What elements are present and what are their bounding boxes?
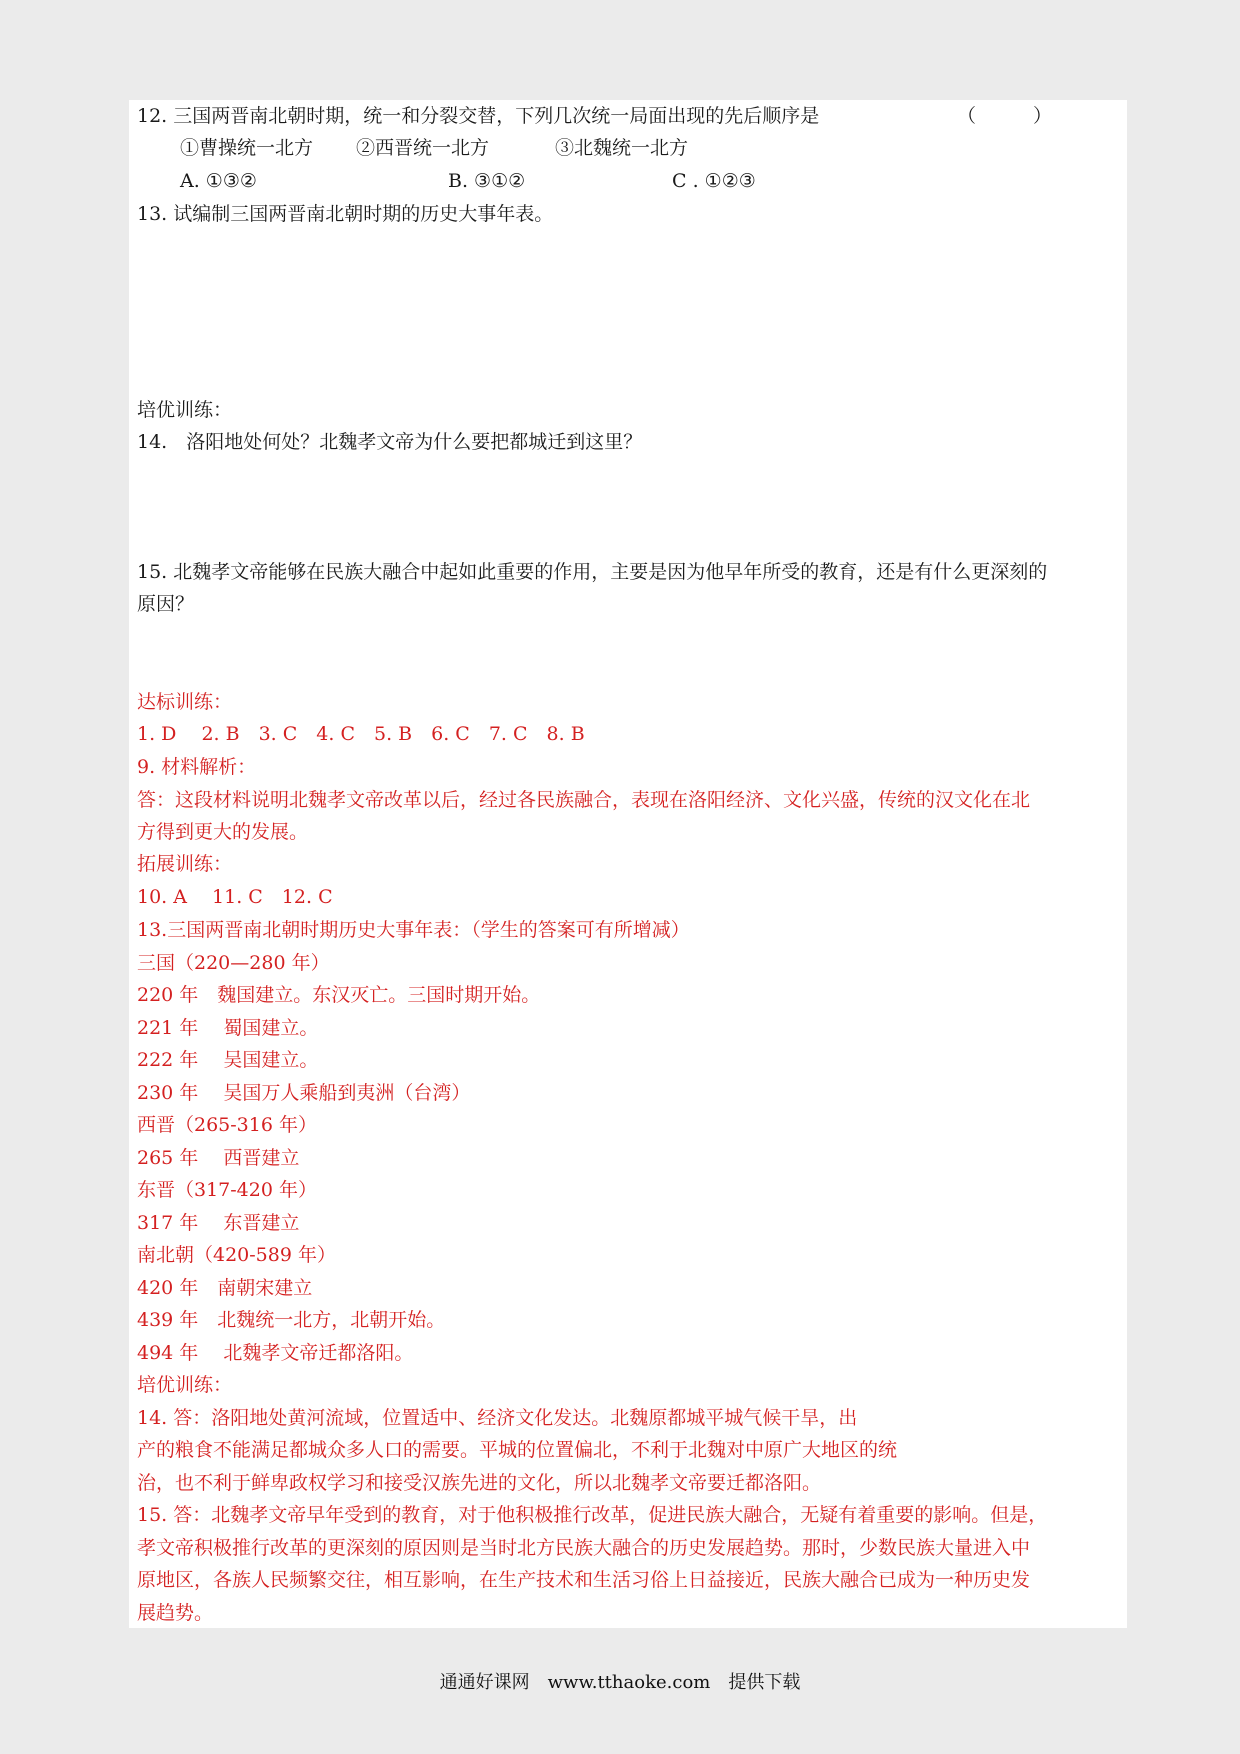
timeline-item: 317 年 东晋建立 [137, 1212, 300, 1234]
timeline-item: 494 年 北魏孝文帝迁都洛阳。 [137, 1342, 414, 1364]
answer-15-line-4: 展趋势。 [137, 1602, 214, 1624]
answer-14-line-2: 产的粮食不能满足都城众多人口的需要。平城的位置偏北，不利于北魏对中原广大地区的统 [137, 1439, 898, 1461]
timeline-item: 420 年 南朝宋建立 [137, 1277, 313, 1299]
answer-15-line-3: 原地区，各族人民频繁交往，相互影响，在生产技术和生活习俗上日益接近，民族大融合已成为一种历史发 [137, 1569, 1031, 1591]
section-heading-peiyou: 培优训练： [137, 399, 233, 421]
timeline-item: 三国（220—280 年） [137, 952, 330, 974]
document-page [129, 100, 1127, 1628]
question-13: 13. 试编制三国两晋南北朝时期的历史大事年表。 [137, 203, 554, 225]
question-12-item-3: ③北魏统一北方 [555, 137, 689, 159]
answer-parenthesis: （ ） [957, 105, 1053, 127]
timeline-item: 221 年 蜀国建立。 [137, 1017, 319, 1039]
answer-heading-dabiao: 达标训练： [137, 691, 233, 713]
timeline-item: 439 年 北魏统一北方，北朝开始。 [137, 1309, 446, 1331]
question-15-line-1: 15. 北魏孝文帝能够在民族大融合中起如此重要的作用，主要是因为他早年所受的教育，还是有什么更深刻的 [137, 561, 1048, 583]
question-12-option-b: B. ③①② [448, 170, 526, 192]
timeline-item: 265 年 西晋建立 [137, 1147, 300, 1169]
answer-dabiao-list: 1. D 2. B 3. C 4. C 5. B 6. C 7. C 8. B [137, 723, 585, 745]
answer-14-line-1: 14. 答：洛阳地处黄河流域，位置适中、经济文化发达。北魏原都城平城气候干旱，出 [137, 1407, 858, 1429]
answer-14-line-3: 治，也不利于鲜卑政权学习和接受汉族先进的文化，所以北魏孝文帝要迁都洛阳。 [137, 1472, 822, 1494]
timeline-item: 230 年 吴国万人乘船到夷洲（台湾） [137, 1082, 471, 1104]
answer-9-heading: 9. 材料解析： [137, 756, 257, 778]
timeline-item: 220 年 魏国建立。东汉灭亡。三国时期开始。 [137, 984, 541, 1006]
timeline-item: 222 年 吴国建立。 [137, 1049, 319, 1071]
answer-13-heading: 13.三国两晋南北朝时期历史大事年表：（学生的答案可有所增减） [137, 919, 690, 941]
answer-9-line-1: 答：这段材料说明北魏孝文帝改革以后，经过各民族融合，表现在洛阳经济、文化兴盛，传统的汉文化在北 [137, 789, 1031, 811]
question-12-option-a: A. ①③② [180, 170, 257, 192]
answer-heading-peiyou: 培优训练： [137, 1374, 233, 1396]
answer-heading-tuozhan: 拓展训练： [137, 853, 233, 875]
page-footer: 通通好课网 www.tthaoke.com 提供下载 [439, 1672, 801, 1693]
answer-9-line-2: 方得到更大的发展。 [137, 821, 309, 843]
timeline-item: 西晋（265-316 年） [137, 1114, 317, 1136]
answer-tuozhan-list: 10. A 11. C 12. C [137, 886, 333, 908]
question-14: 14. 洛阳地处何处？北魏孝文帝为什么要把都城迁到这里？ [137, 431, 643, 453]
question-12-option-c: C . ①②③ [672, 170, 756, 192]
question-12-stem: 12. 三国两晋南北朝时期，统一和分裂交替，下列几次统一局面出现的先后顺序是 （ ） [137, 102, 819, 130]
question-12-item-2: ②西晋统一北方 [356, 137, 490, 159]
answer-15-line-1: 15. 答：北魏孝文帝早年受到的教育，对于他积极推行改革，促进民族大融合，无疑有着重要的影响。但是， [137, 1504, 1048, 1526]
timeline-item: 南北朝（420-589 年） [137, 1244, 336, 1266]
answer-15-line-2: 孝文帝积极推行改革的更深刻的原因则是当时北方民族大融合的历史发展趋势。那时，少数民族大量进入中 [137, 1537, 1031, 1559]
question-15-line-2: 原因？ [137, 593, 195, 615]
question-12-item-1: ①曹操统一北方 [180, 137, 314, 159]
timeline-item: 东晋（317-420 年） [137, 1179, 317, 1201]
